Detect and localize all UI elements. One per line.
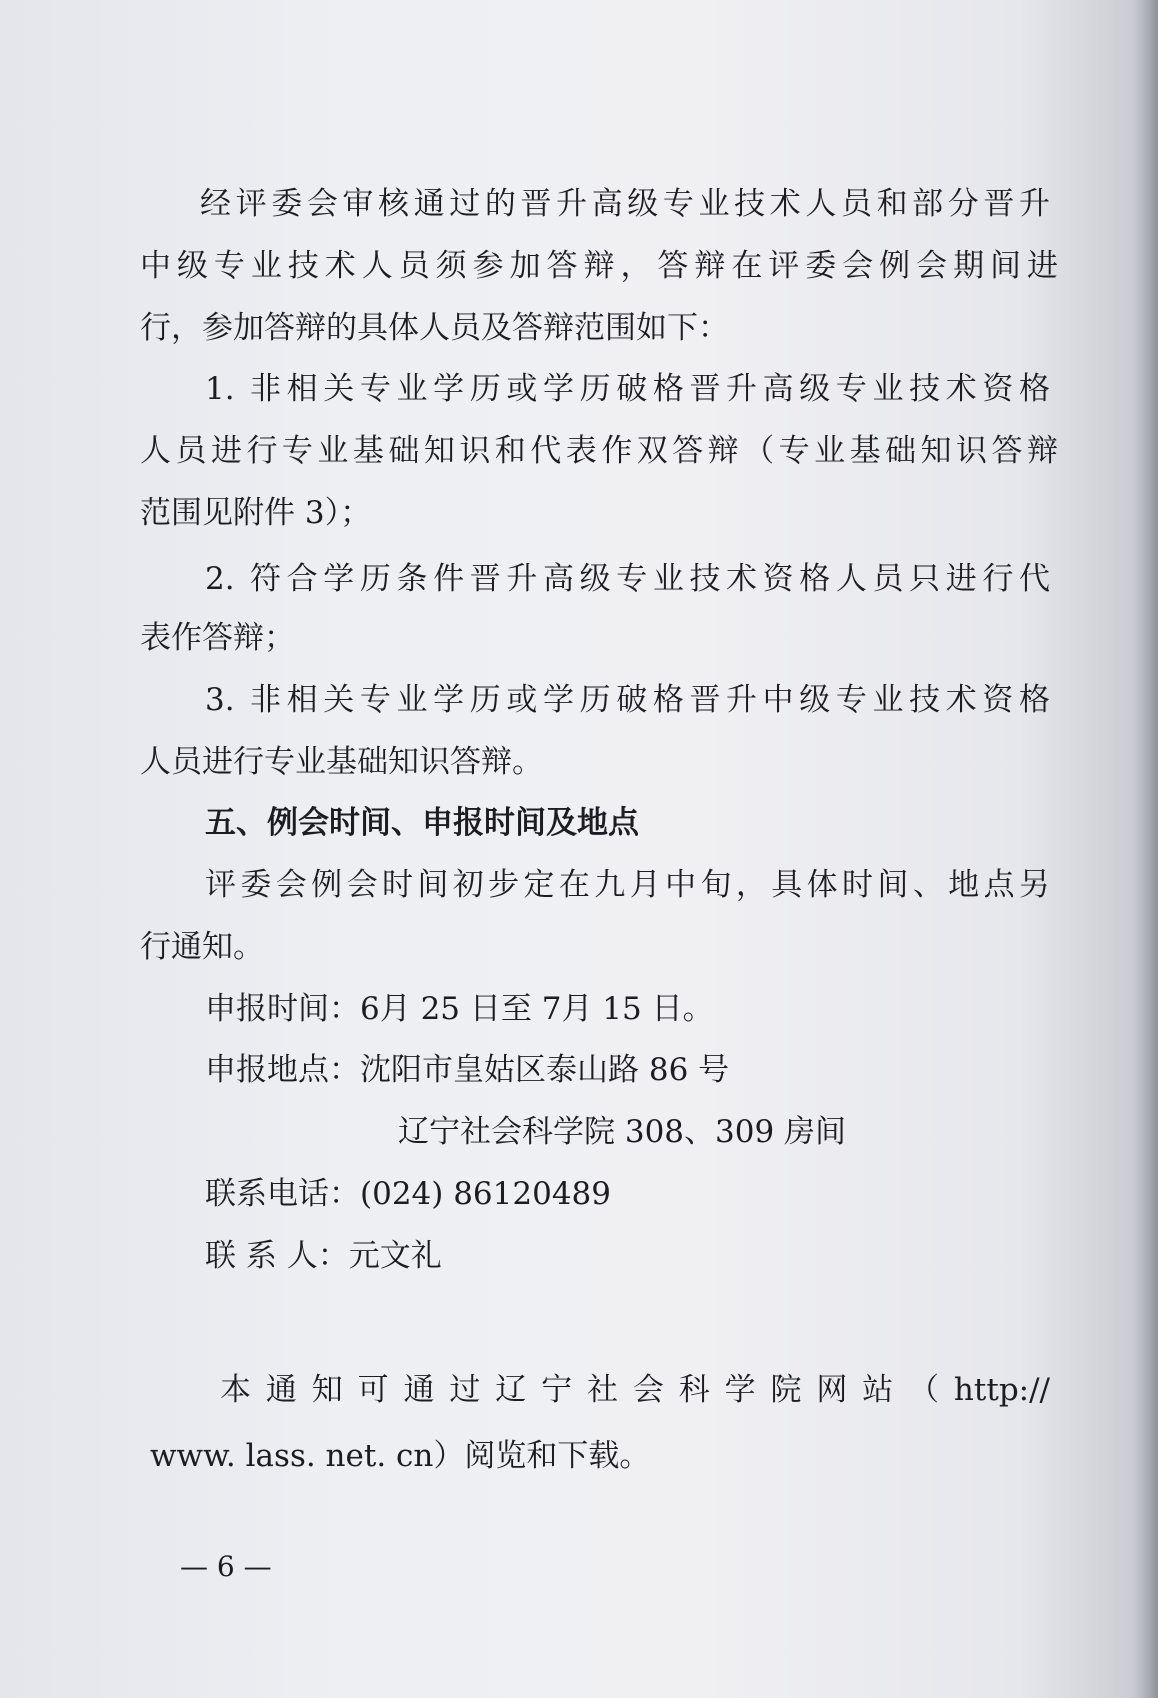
website-line-1: 本通知可通过辽宁社会科学院网站（http://: [220, 1372, 1050, 1408]
item-1-line-2: 人员进行专业基础知识和代表作双答辩（专业基础知识答辩: [140, 433, 1058, 469]
paragraph-1-line-2: 中级专业技术人员须参加答辩，答辩在评委会例会期间进: [140, 248, 1058, 284]
item-1-line-1: 1. 非相关专业学历或学历破格晋升高级专业技术资格: [205, 371, 1050, 407]
paragraph-1-line-1: 经评委会审核通过的晋升高级专业技术人员和部分晋升: [200, 186, 1050, 222]
apply-place-line-1: 申报地点：沈阳市皇姑区泰山路 86 号: [205, 1052, 730, 1088]
apply-place-line-2: 辽宁社会科学院 308、309 房间: [398, 1114, 847, 1150]
item-2-line-1: 2. 符合学历条件晋升高级专业技术资格人员只进行代: [205, 561, 1050, 597]
item-1-line-3: 范围见附件 3）；: [140, 495, 372, 531]
item-2-line-2: 表作答辩；: [140, 620, 295, 656]
paragraph-1-line-3: 行，参加答辩的具体人员及答辩范围如下：: [140, 310, 729, 346]
item-3-line-2: 人员进行专业基础知识答辩。: [140, 744, 543, 780]
meeting-time-line-1: 评委会例会时间初步定在九月中旬，具体时间、地点另: [205, 867, 1050, 903]
section-heading: 五、例会时间、申报时间及地点: [205, 805, 639, 841]
website-line-2: www. lass. net. cn）阅览和下载。: [150, 1438, 651, 1474]
page-number: — 6 —: [180, 1550, 272, 1583]
page-edge-shadow: [1132, 0, 1158, 1698]
meeting-time-line-2: 行通知。: [140, 929, 264, 965]
contact-phone: 联系电话：(024) 86120489: [205, 1176, 611, 1212]
item-3-line-1: 3. 非相关专业学历或学历破格晋升中级专业技术资格: [205, 682, 1050, 718]
contact-person: 联 系 人：元文礼: [205, 1238, 442, 1274]
apply-time: 申报时间：6月 25 日至 7月 15 日。: [205, 991, 714, 1027]
